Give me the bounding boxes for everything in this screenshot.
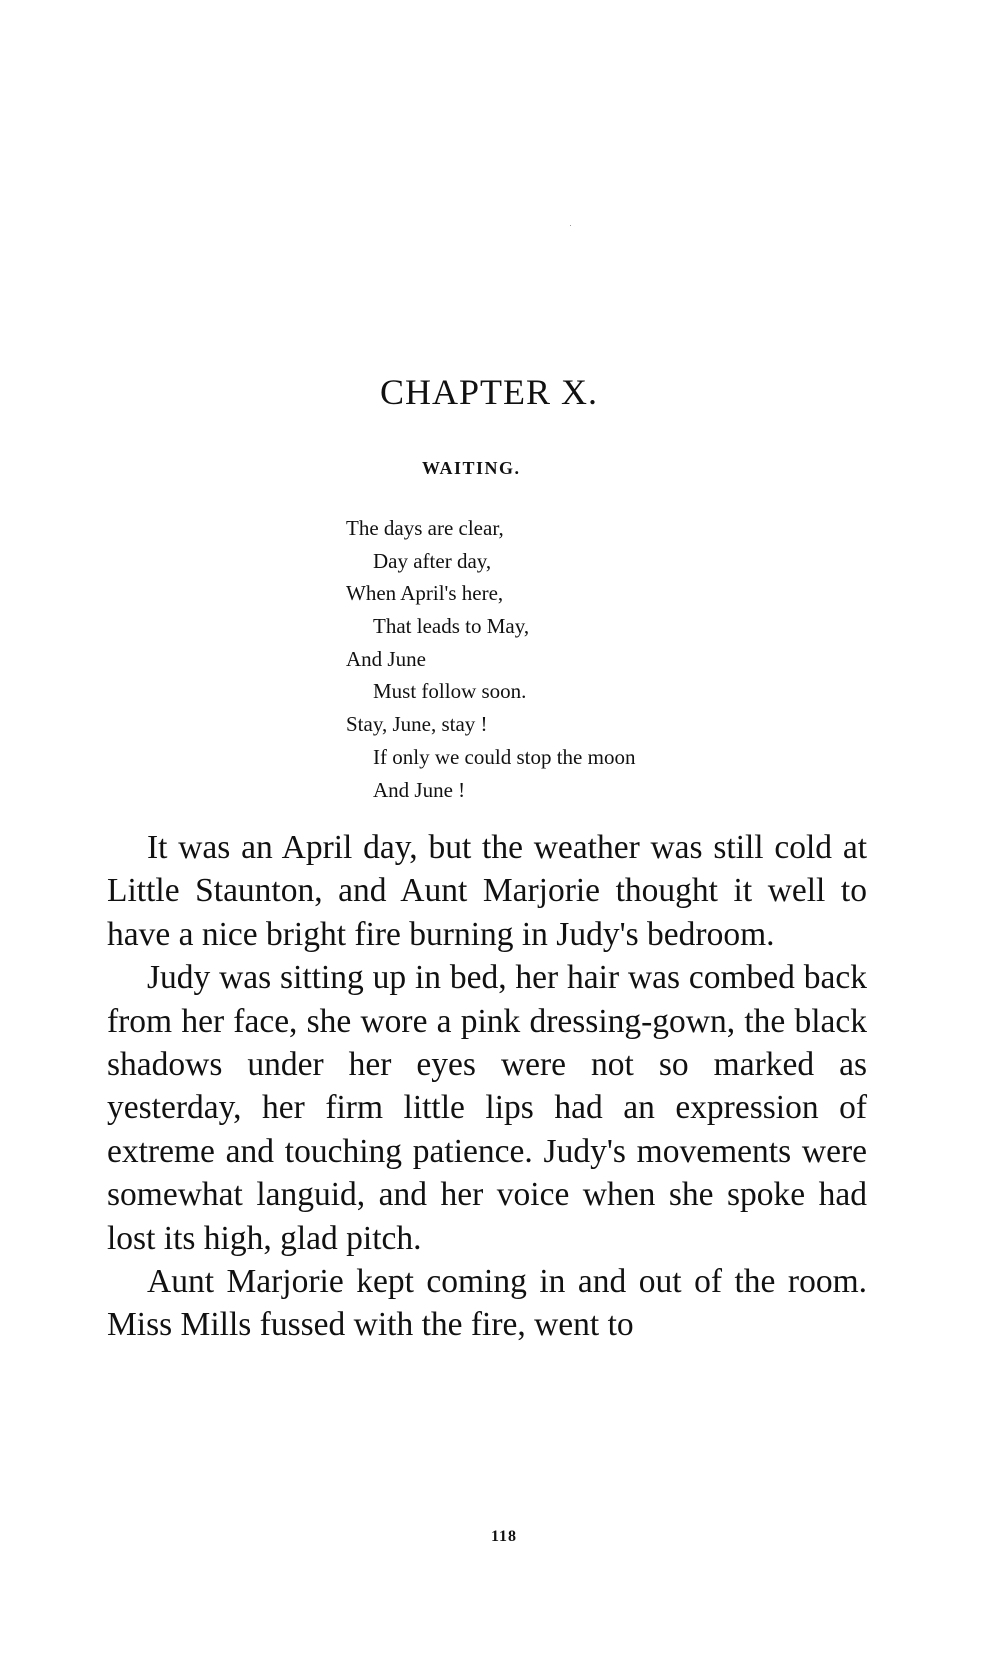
body-paragraph: Judy was sitting up in bed, her hair was combed back from her face, she wore a pink dressing-gown, the black shadows under her eyes were not so marked as yesterday, her firm little lips had an expression of extreme and touching patience. Judy's movements were somewhat languid, and her voice when she spoke had lost its high, glad pitch. (107, 959, 867, 1257)
poem-line: Day after day, (373, 548, 492, 573)
poem-line: If only we could stop the moon (373, 744, 636, 769)
chapter-subtitle: WAITING. (422, 458, 521, 478)
page-number: 118 (490, 1528, 518, 1545)
poem-line: The days are clear, (346, 516, 504, 540)
poem-line: And June ! (373, 777, 466, 802)
poem-line: When April's here, (346, 581, 504, 606)
poem-line: Stay, June, stay ! (346, 712, 488, 737)
body-paragraph: Aunt Marjorie kept coming in and out of the room. Miss Mills fussed with the fire, went to (107, 1263, 867, 1344)
poem-line: Must follow soon. (373, 679, 527, 704)
poem-line: And June (346, 646, 426, 671)
scan-speck (570, 225, 571, 226)
body-paragraph: It was an April day, but the weather was still cold at Little Staunton, and Aunt Marjorie thought it well to have a nice bright fire burning in Judy's bedroom. (107, 829, 867, 953)
chapter-body (107, 826, 867, 1347)
chapter-title: CHAPTER X. (380, 372, 599, 412)
epigraph-poem (346, 512, 635, 806)
poem-line: That leads to May, (373, 614, 530, 639)
